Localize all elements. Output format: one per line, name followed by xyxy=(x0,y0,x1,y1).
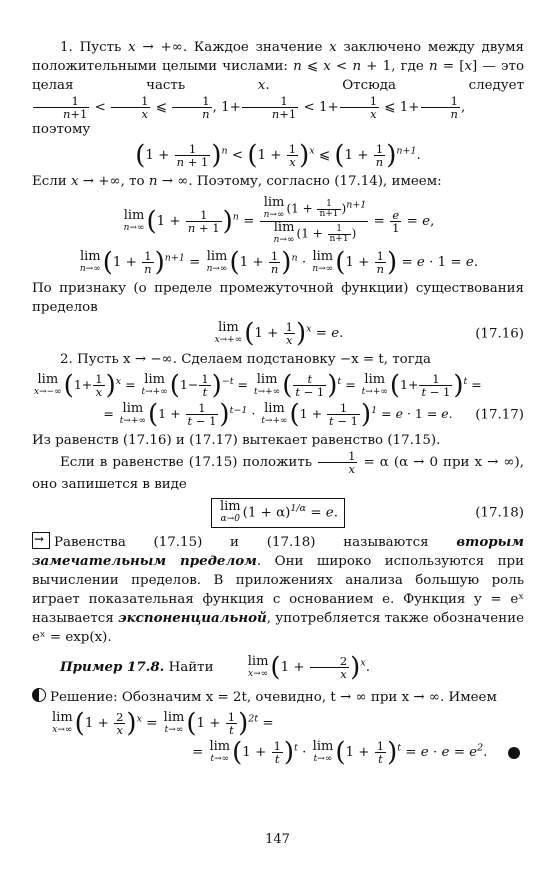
paragraph-remarkable-limit: →Равенства (17.15) и (17.18) называются вторым замечательным пределом. Они широко используются при вычислении пределов. В приложениях анализа большую роль играет показательная функция с основанием e. Функция y = eˣ называется экспоненциальной, употребляется также обозначение eˣ = exp(x). xyxy=(32,532,524,647)
equation-number: (17.16) xyxy=(475,326,524,341)
page-number: 147 xyxy=(265,832,290,847)
inequality-bounds: (1 + $\frac{1}{n + 1}$ )$^n$ < (1 + $\frac{1}{x}$ )$^x$ ⩽ (1 + $\frac{1}{n}$ )$^{n+1}$. xyxy=(135,140,421,171)
paragraph-from-equalities: Из равенств (17.16) и (17.17) вытекает равенство (17.15). xyxy=(32,433,441,448)
solution-step-1: lim x→∞ (1 + $\frac{2}{x}$ )$^x$ = lim t→∞ (1 + $\frac{1}{t}$ )$^{2t}$ = xyxy=(52,708,274,739)
solution-step-2: = lim t→∞ (1 + $\frac{1}{t}$ )$^t$ · lim t→∞ (1 + $\frac{1}{t}$ )$^t = e \cdot e = e^2$. xyxy=(32,740,524,765)
paragraph-squeeze: По признаку (о пределе промежуточной функции) существования пределов xyxy=(32,281,524,315)
paragraph-if-x-infinity: Если x → +∞, то n → ∞. Поэтому, согласно (17.14), имеем: xyxy=(32,174,442,189)
paragraph-substitute-alpha: Если в равенстве (17.15) положить $\frac{1}{x}$ = α (α → 0 при x → ∞), оно запишется в виде xyxy=(32,449,525,492)
solution-start-icon xyxy=(32,688,46,702)
solution-end-icon xyxy=(508,747,520,759)
paragraph-case-2: 2. Пусть x → −∞. Сделаем подстановку −x = t, тогда xyxy=(60,352,431,367)
example-heading: Пример 17.8. Найти lim x→∞ (1 + $\frac{2}{x}$ )$^x$. xyxy=(60,652,370,683)
substitution-chain: lim x→−∞ (1+ $\frac{1}{x}$ )$^x$ = lim t→+∞ (1− $\frac{1}{t}$ )$^{-t}$ = lim t→+∞ ( $\frac{t}{t - 1}$ )$^t$ = lim t→+∞ (1+ $\frac{1}{t - 1}$ )$^t$ = xyxy=(34,370,482,401)
limit-upper-bound: lim n→∞ (1 + $\frac{1}{n}$ )$^{n+1}$ = lim n→∞ (1 + $\frac{1}{n}$ )$^n$ · lim n→∞ (1 + $\frac{1}{n}$ ) = e · 1 = e. xyxy=(79,247,479,278)
equation-17-18: lim α→0 $(1 + \alpha)^{1/\alpha} = e$. (17.18) xyxy=(32,498,524,528)
limit-lower-bound: lim n→∞ (1 + $\frac{1}{n + 1}$ )$^n$ = lim n→∞ (1 + $\frac{1}{n+1}$ )$^{n+1}$ lim n→∞ (1 + $\frac{1}{n+1}$ ) = $\frac{e}{1}$ = e, xyxy=(123,195,435,245)
equation-17-16: lim x→+∞ (1 + $\frac{1}{x}$ )$^x$ = e. (17.16) xyxy=(214,318,524,349)
attention-hand-icon xyxy=(32,532,50,549)
page-body xyxy=(32,38,524,769)
equation-17-17: = lim t→+∞ (1 + $\frac{1}{t - 1}$ )$^{t-1}$ · lim t→+∞ (1 + $\frac{1}{t - 1}$ )$^1$ = e · 1 = e. (17.17) xyxy=(103,399,524,430)
paragraph-therefore: поэтому xyxy=(32,122,91,137)
equation-number: (17.17) xyxy=(475,407,524,422)
equation-number: (17.18) xyxy=(475,505,524,521)
solution-paragraph: Решение: Обозначим x = 2t, очевидно, t → ∞ при x → ∞. Имеем xyxy=(32,688,524,707)
paragraph-case-1: 1. Пусть x → +∞. Каждое значение x заключено между двумя положительными целыми числами: n ⩽ x < n + 1, где n = [x] — это целая часть x. Отсюда следует $\frac{1}{n+1}$ < $\frac{1}{x}$ ⩽ $\frac{1}{n}$ , 1+ $\frac{1}{n+1}$ < 1+ $\frac{1}{x}$ ⩽ 1+ $\frac{1}{n}$ , xyxy=(32,40,525,121)
